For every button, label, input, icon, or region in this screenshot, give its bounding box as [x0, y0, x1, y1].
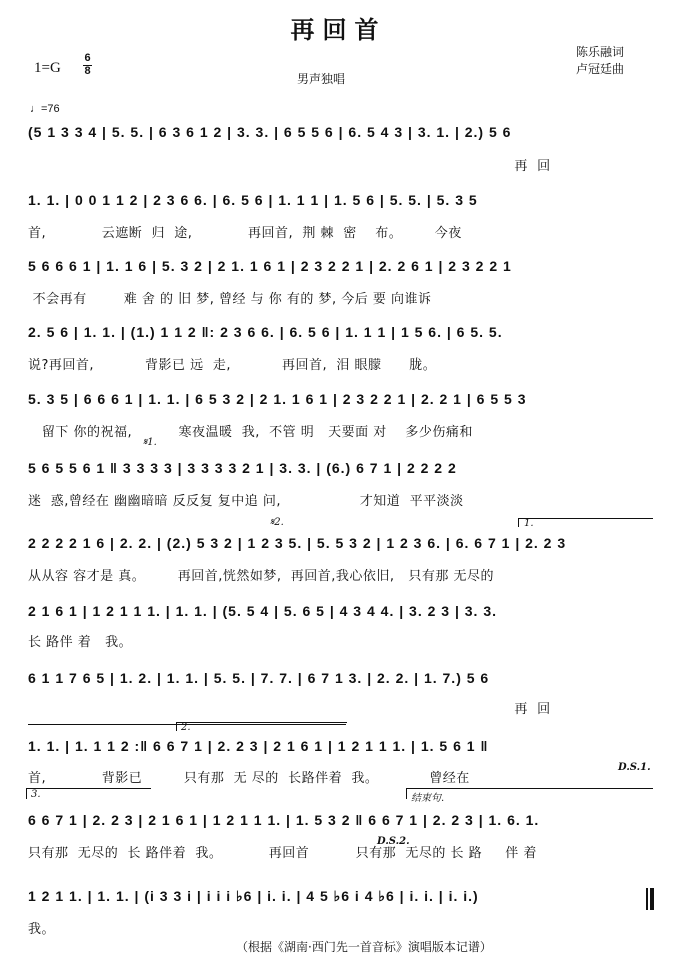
- notation-row: 5 6 5 5 6 1 ‖ 3 3 3 3 | 3 3 3 3 2 1 | 3. 3. | (6.) 6 7 1 | 2 2 2 2: [28, 460, 457, 476]
- lyric-row: 我。: [28, 922, 56, 937]
- song-title: 再回首: [290, 15, 387, 44]
- final-barline-thin: [646, 888, 648, 910]
- meter-top: 6: [84, 52, 91, 64]
- volta-label: 3.: [31, 789, 41, 800]
- ds-marking: D.S.2.: [377, 836, 410, 847]
- lyricist-credit: 陈乐融词: [576, 45, 625, 59]
- notation-row: 5. 3 5 | 6 6 6 1 | 1. 1. | 6 5 3 2 | 2 1. 1 6 1 | 2 3 2 2 1 | 2. 2 1 | 6 5 5 3: [28, 391, 527, 407]
- volta-label: 1.: [524, 518, 534, 529]
- notation-row: 1. 1. | 1. 1 1 2 :‖ 6 6 7 1 | 2. 2 3 | 2 1 6 1 | 1 2 1 1 1. | 1. 5 6 1 ‖: [28, 738, 489, 754]
- meter-bottom: 8: [84, 65, 91, 77]
- notation-row: 5 6 6 6 1 | 1. 1 6 | 5. 3 2 | 2 1. 1 6 1 | 2 3 2 2 1 | 2. 2 6 1 | 2 3 2 2 1: [28, 258, 512, 274]
- segno-mark: 𝄋2.: [270, 517, 284, 528]
- lyric-row: 再 回: [28, 702, 551, 717]
- coda-bracket: [406, 788, 653, 804]
- time-signature: [83, 53, 92, 77]
- tempo-mark: ♩=76: [30, 103, 60, 115]
- segno-mark: 𝄋1.: [143, 437, 157, 448]
- lyric-row: 长 路伴 着 我。: [28, 635, 133, 650]
- lyric-row: 首, 云遮断 归 途, 再回首, 荆 棘 密 布。 今夜: [28, 226, 462, 241]
- lyric-row: 再 回: [28, 159, 551, 174]
- source-note: （根据《湖南·西门先一首音标》演唱版本记谱）: [236, 940, 492, 954]
- volta-bracket: [518, 518, 653, 527]
- credits: [576, 44, 624, 78]
- key-signature: 1=G: [34, 60, 61, 76]
- notation-row: 2 2 2 2 1 6 | 2. 2. | (2.) 5 3 2 | 1 2 3 5. | 5. 5 3 2 | 1 2 3 6. | 6. 6 7 1 | 2. 2 3: [28, 535, 567, 551]
- ds-marking: D.S.1.: [618, 762, 651, 773]
- composer-credit: 卢冠廷曲: [576, 62, 625, 76]
- lyric-row: 只有那 无尽的 长 路伴着 我。 再回首 只有那 无尽的 长 路 伴 着: [28, 846, 537, 861]
- ending-label: 结束句.: [411, 793, 445, 804]
- notation-row: (5 1 3 3 4 | 5. 5. | 6 3 6 1 2 | 3. 3. | 6 5 5 6 | 6. 5 4 3 | 3. 1. | 2.) 5 6: [28, 124, 512, 140]
- volta-bracket: [176, 722, 347, 731]
- volta-bracket: [26, 788, 151, 799]
- lyric-row: 说?再回首, 背影已 远 走, 再回首, 泪 眼朦 胧。: [28, 358, 437, 373]
- volta-label: 2.: [181, 722, 191, 733]
- lyric-row: 迷 惑,曾经在 幽幽暗暗 反反复 复中追 问, 才知道 平平淡淡: [28, 494, 464, 509]
- notation-row: 2. 5 6 | 1. 1. | (1.) 1 1 2 ‖: 2 3 6 6. | 6. 5 6 | 1. 1 1 | 1 5 6. | 6 5. 5.: [28, 324, 503, 340]
- notation-row: 1. 1. | 0 0 1 1 2 | 2 3 6 6. | 6. 5 6 | 1. 1 1 | 1. 5 6 | 5. 5. | 5. 3 5: [28, 192, 478, 208]
- notation-row: 6 1 1 7 6 5 | 1. 2. | 1. 1. | 5. 5. | 7. 7. | 6 7 1 3. | 2. 2. | 1. 7.) 5 6: [28, 670, 490, 686]
- notation-row: 6 6 7 1 | 2. 2 3 | 2 1 6 1 | 1 2 1 1 1. | 1. 5 3 2 ‖ 6 6 7 1 | 2. 2 3 | 1. 6. 1.: [28, 812, 540, 828]
- lyric-row: 从从容 容才是 真。 再回首,恍然如梦, 再回首,我心依旧, 只有那 无尽的: [28, 569, 495, 584]
- notation-row: 1 2 1 1. | 1. 1. | (i 3 3 i | i i i ♭6 | i. i. | 4 5 ♭6 i 4 ♭6 | i. i. | i. i.): [28, 888, 479, 904]
- lyric-row: 不会再有 难 舍 的 旧 梦, 曾经 与 你 有的 梦, 今后 要 向谁诉: [28, 292, 432, 307]
- lyric-row: 留下 你的祝福, 寒夜温暖 我, 不管 明 天要面 对 多少伤痛和: [28, 425, 473, 440]
- lyric-row: 首, 背影已 只有那 无 尽的 长路伴着 我。 曾经在: [28, 771, 470, 786]
- final-barline-thick: [650, 888, 654, 910]
- performance-type: 男声独唱: [297, 72, 346, 86]
- notation-row: 2 1 6 1 | 1 2 1 1 1. | 1. 1. | (5. 5 4 | 5. 6 5 | 4 3 4 4. | 3. 2 3 | 3. 3.: [28, 603, 497, 619]
